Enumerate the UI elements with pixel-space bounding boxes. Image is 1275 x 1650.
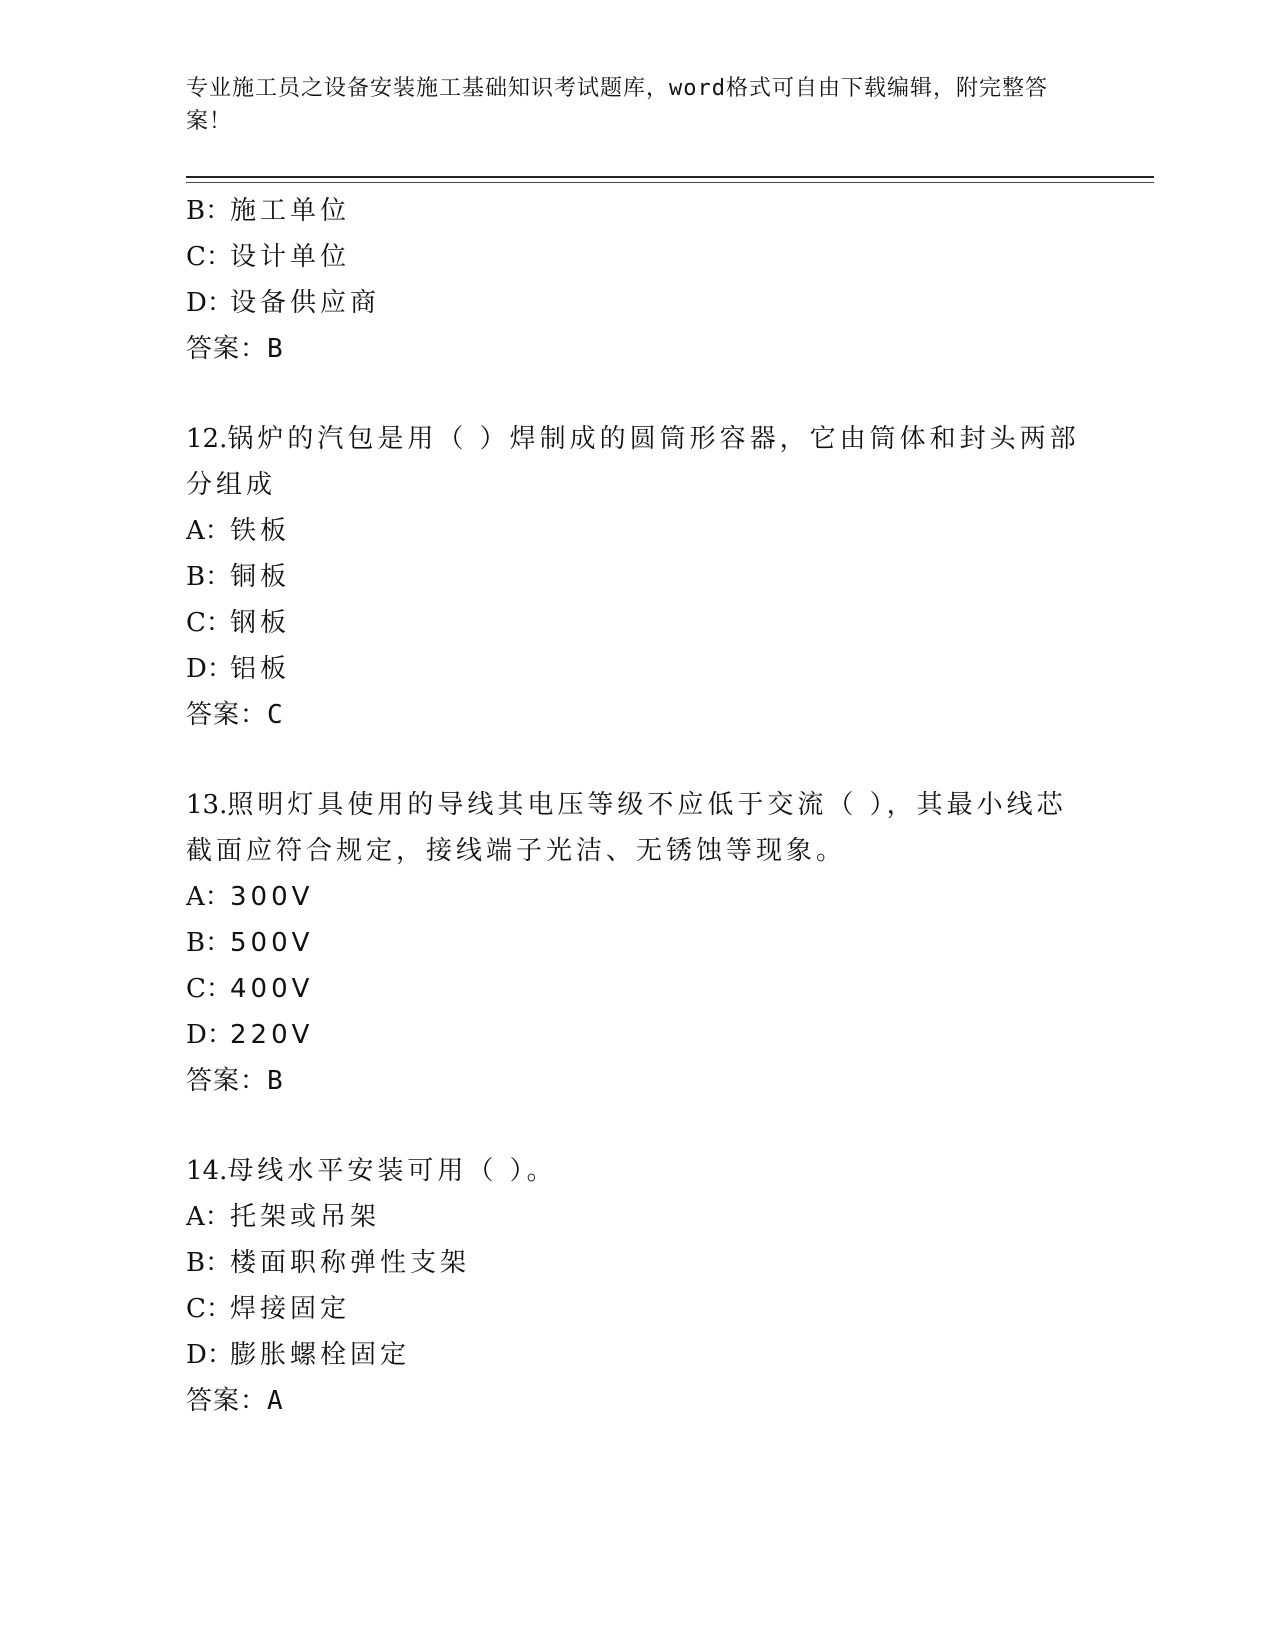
answer-value: B	[267, 334, 287, 364]
option-row	[186, 920, 1066, 966]
option-letter: B：	[186, 562, 232, 592]
answer-row	[186, 326, 1066, 372]
question-content	[186, 188, 1080, 1424]
option-row	[186, 1332, 1066, 1378]
spacer	[186, 738, 1066, 782]
question-stem-line	[186, 462, 1066, 508]
question-text: 照明灯具使用的导线其电压等级不应低于交流（ ），其最小线芯	[227, 790, 1067, 820]
question-number: 12.	[186, 424, 228, 454]
option-letter: B：	[186, 196, 232, 226]
question-14	[186, 1148, 1066, 1424]
question-stem-line	[186, 416, 1080, 462]
option-letter: D：	[186, 1020, 233, 1050]
answer-label: 答案：	[186, 1066, 268, 1096]
answer-row	[186, 1378, 1066, 1424]
spacer	[186, 372, 1066, 416]
option-row	[186, 188, 1066, 234]
option-letter: A：	[186, 882, 231, 912]
option-letter: C：	[186, 242, 232, 272]
option-text: 托架或吊架	[230, 1202, 381, 1232]
answer-label: 答案：	[186, 700, 268, 730]
answer-label: 答案：	[186, 334, 268, 364]
answer-row	[186, 1058, 1066, 1104]
option-letter: B：	[186, 1248, 232, 1278]
option-text: 400V	[230, 974, 314, 1004]
header-text: 专业施工员之设备安装施工基础知识考试题库，word格式可自由下载编辑，附完整答案！	[186, 76, 1048, 134]
option-text: 钢板	[230, 608, 291, 638]
answer-value: A	[267, 1386, 287, 1416]
option-row	[186, 1012, 1066, 1058]
answer-row	[186, 692, 1066, 738]
option-row	[186, 1286, 1066, 1332]
option-letter: A：	[186, 1202, 231, 1232]
option-letter: D：	[186, 654, 233, 684]
question-13	[186, 782, 1066, 1104]
option-row	[186, 600, 1066, 646]
option-letter: C：	[186, 608, 232, 638]
option-letter: D：	[186, 288, 233, 318]
option-row	[186, 554, 1066, 600]
option-text: 焊接固定	[230, 1294, 351, 1324]
question-number: 14.	[186, 1156, 228, 1186]
option-text: 施工单位	[230, 196, 351, 226]
question-text: 锅炉的汽包是用（ ）焊制成的圆筒形容器，它由筒体和封头两部	[227, 424, 1080, 454]
option-row	[186, 508, 1066, 554]
option-letter: B：	[186, 928, 232, 958]
option-row	[186, 1240, 1066, 1286]
option-text: 500V	[230, 928, 314, 958]
option-row	[186, 966, 1066, 1012]
header-divider-thin	[186, 182, 1154, 183]
partial-question	[186, 188, 1066, 372]
option-row	[186, 234, 1066, 280]
document-header	[186, 72, 1086, 138]
spacer	[186, 1104, 1066, 1148]
option-row	[186, 1194, 1066, 1240]
question-12	[186, 416, 1080, 738]
question-text: 母线水平安装可用（ ）。	[227, 1156, 557, 1186]
option-letter: A：	[186, 516, 231, 546]
question-number: 13.	[186, 790, 228, 820]
option-text: 铁板	[230, 516, 291, 546]
option-row	[186, 646, 1066, 692]
option-row	[186, 874, 1066, 920]
question-text-cont: 截面应符合规定，接线端子光洁、无锈蚀等现象。	[186, 836, 847, 866]
option-text: 300V	[230, 882, 314, 912]
option-letter: C：	[186, 974, 232, 1004]
option-text: 铝板	[230, 654, 291, 684]
option-letter: C：	[186, 1294, 232, 1324]
question-stem-line	[186, 828, 1066, 874]
option-text: 楼面职称弹性支架	[230, 1248, 471, 1278]
question-stem-line	[186, 782, 1066, 828]
answer-label: 答案：	[186, 1386, 268, 1416]
option-row	[186, 280, 1066, 326]
answer-value: C	[267, 700, 287, 730]
question-stem-line	[186, 1148, 1066, 1194]
header-divider-thick	[186, 176, 1154, 178]
option-text: 铜板	[230, 562, 291, 592]
answer-value: B	[267, 1066, 287, 1096]
option-text: 设计单位	[230, 242, 351, 272]
option-text: 膨胀螺栓固定	[230, 1340, 411, 1370]
option-letter: D：	[186, 1340, 233, 1370]
option-text: 220V	[230, 1020, 314, 1050]
question-text-cont: 分组成	[186, 470, 277, 500]
option-text: 设备供应商	[230, 288, 381, 318]
